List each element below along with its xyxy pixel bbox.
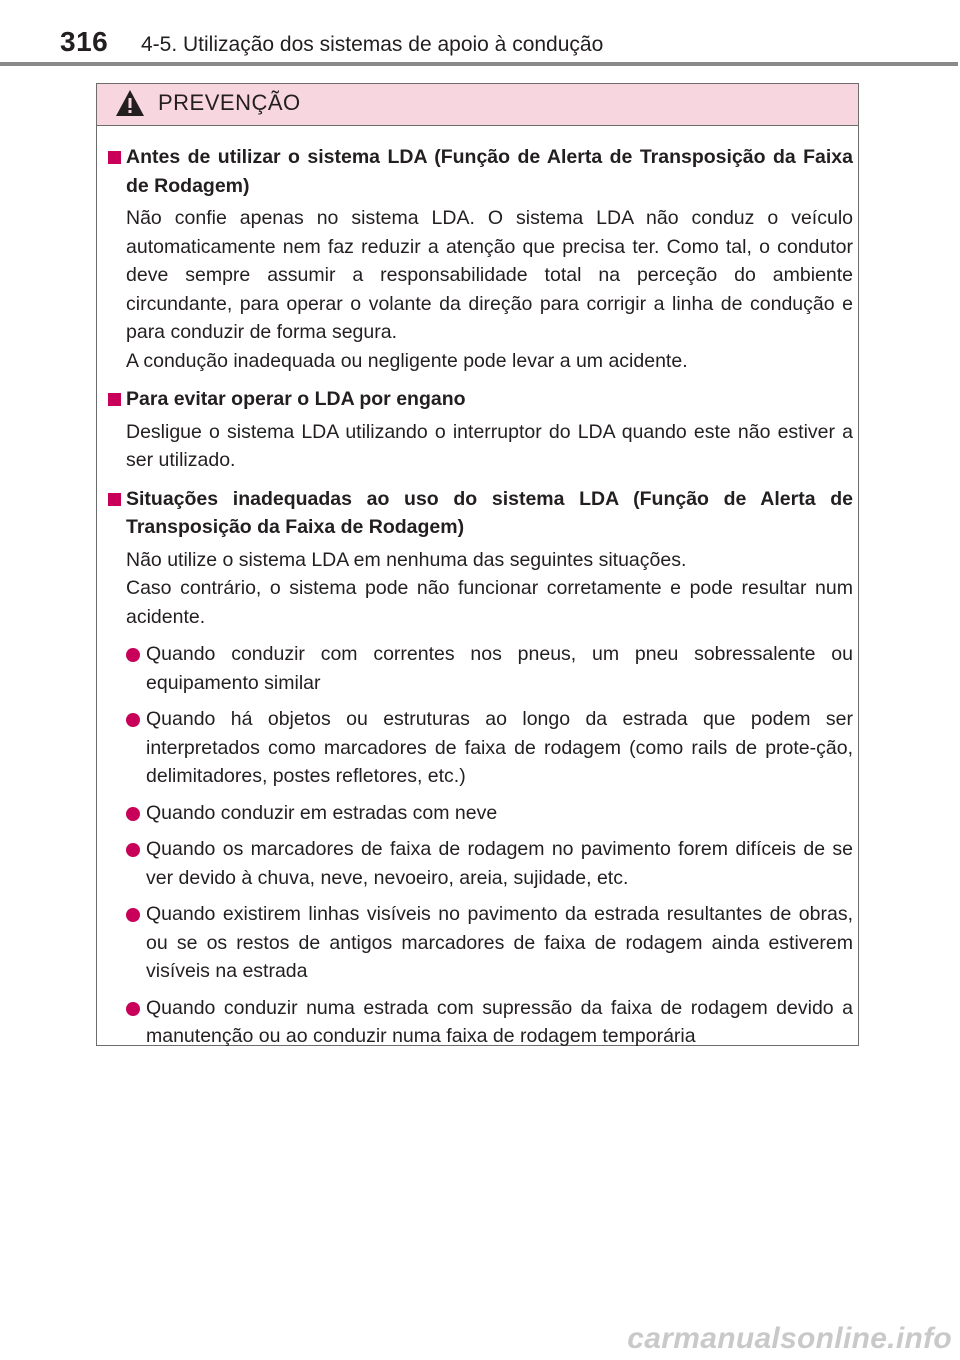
round-bullet-icon [126,908,140,922]
list-item: Quando os marcadores de faixa de rodagem no pavimento forem difíceis de se ver devido à chuva, neve, nevoeiro, areia, sujidade, etc. [126,835,853,892]
section-inappropriate-situations [108,485,853,1051]
round-bullet-icon [126,807,140,821]
warning-triangle-icon [115,89,145,117]
square-bullet-icon [108,393,121,406]
square-bullet-icon [108,493,121,506]
list-item: Quando há objetos ou estruturas ao longo da estrada que podem ser interpretados como marcadores de faixa de rodagem (como rails de prote-ção, delimitadores, postes refletores, etc.) [126,705,853,791]
list-item: Quando conduzir numa estrada com supressão da faixa de rodagem devido a manutenção ou ao conduzir numa faixa de rodagem temporária [126,994,853,1051]
warning-box [96,83,859,1046]
page-header [0,0,960,66]
round-bullet-icon [126,713,140,727]
section-heading: Antes de utilizar o sistema LDA (Função de Alerta de Transposição da Faixa de Rodagem) [108,143,853,200]
section-title: 4-5. Utilização dos sistemas de apoio à condução [141,33,604,56]
round-bullet-icon [126,1002,140,1016]
watermark: carmanualsonline.info [627,1322,952,1355]
situation-list [126,640,853,1051]
section-paragraph: Não confie apenas no sistema LDA. O sistema LDA não conduz o veículo automaticamente nem faz reduzir a atenção que precisa ter. Como tal, o condutor deve sempre assumir a responsabilidade total na perceção do ambiente circundante, para operar o volante da direção para corrigir a linha de condução e para conduzir de forma segura. A condução inadequada ou negligente pode levar a um acidente. [126,207,853,372]
page-number: 316 [60,26,109,57]
section-heading: Situações inadequadas ao uso do sistema LDA (Função de Alerta de Transposição da Faixa de Rodagem) [108,485,853,542]
warning-content [97,126,858,1051]
round-bullet-icon [126,843,140,857]
warning-title: PREVENÇÃO [158,90,301,115]
square-bullet-icon [108,151,121,164]
section-avoid-operating-lda [108,385,853,475]
list-item: Quando conduzir em estradas com neve [126,799,853,828]
list-item: Quando conduzir com correntes nos pneus, um pneu sobressalente ou equipamento similar [126,640,853,697]
section-paragraph: Não utilize o sistema LDA em nenhuma das seguintes situações. Caso contrário, o sistema pode não funcionar corretamente e pode resultar num acidente. [126,548,853,628]
section-before-using-lda [108,143,853,375]
section-heading: Para evitar operar o LDA por engano [108,385,853,414]
list-item: Quando existirem linhas visíveis no pavimento da estrada resultantes de obras, ou se os restos de antigos marcadores de faixa de rodagem ainda estiverem visíveis na estrada [126,900,853,986]
round-bullet-icon [126,648,140,662]
section-paragraph: Desligue o sistema LDA utilizando o interruptor do LDA quando este não estiver a ser utilizado. [126,420,853,471]
header-divider [0,62,958,66]
warning-header [97,84,858,126]
